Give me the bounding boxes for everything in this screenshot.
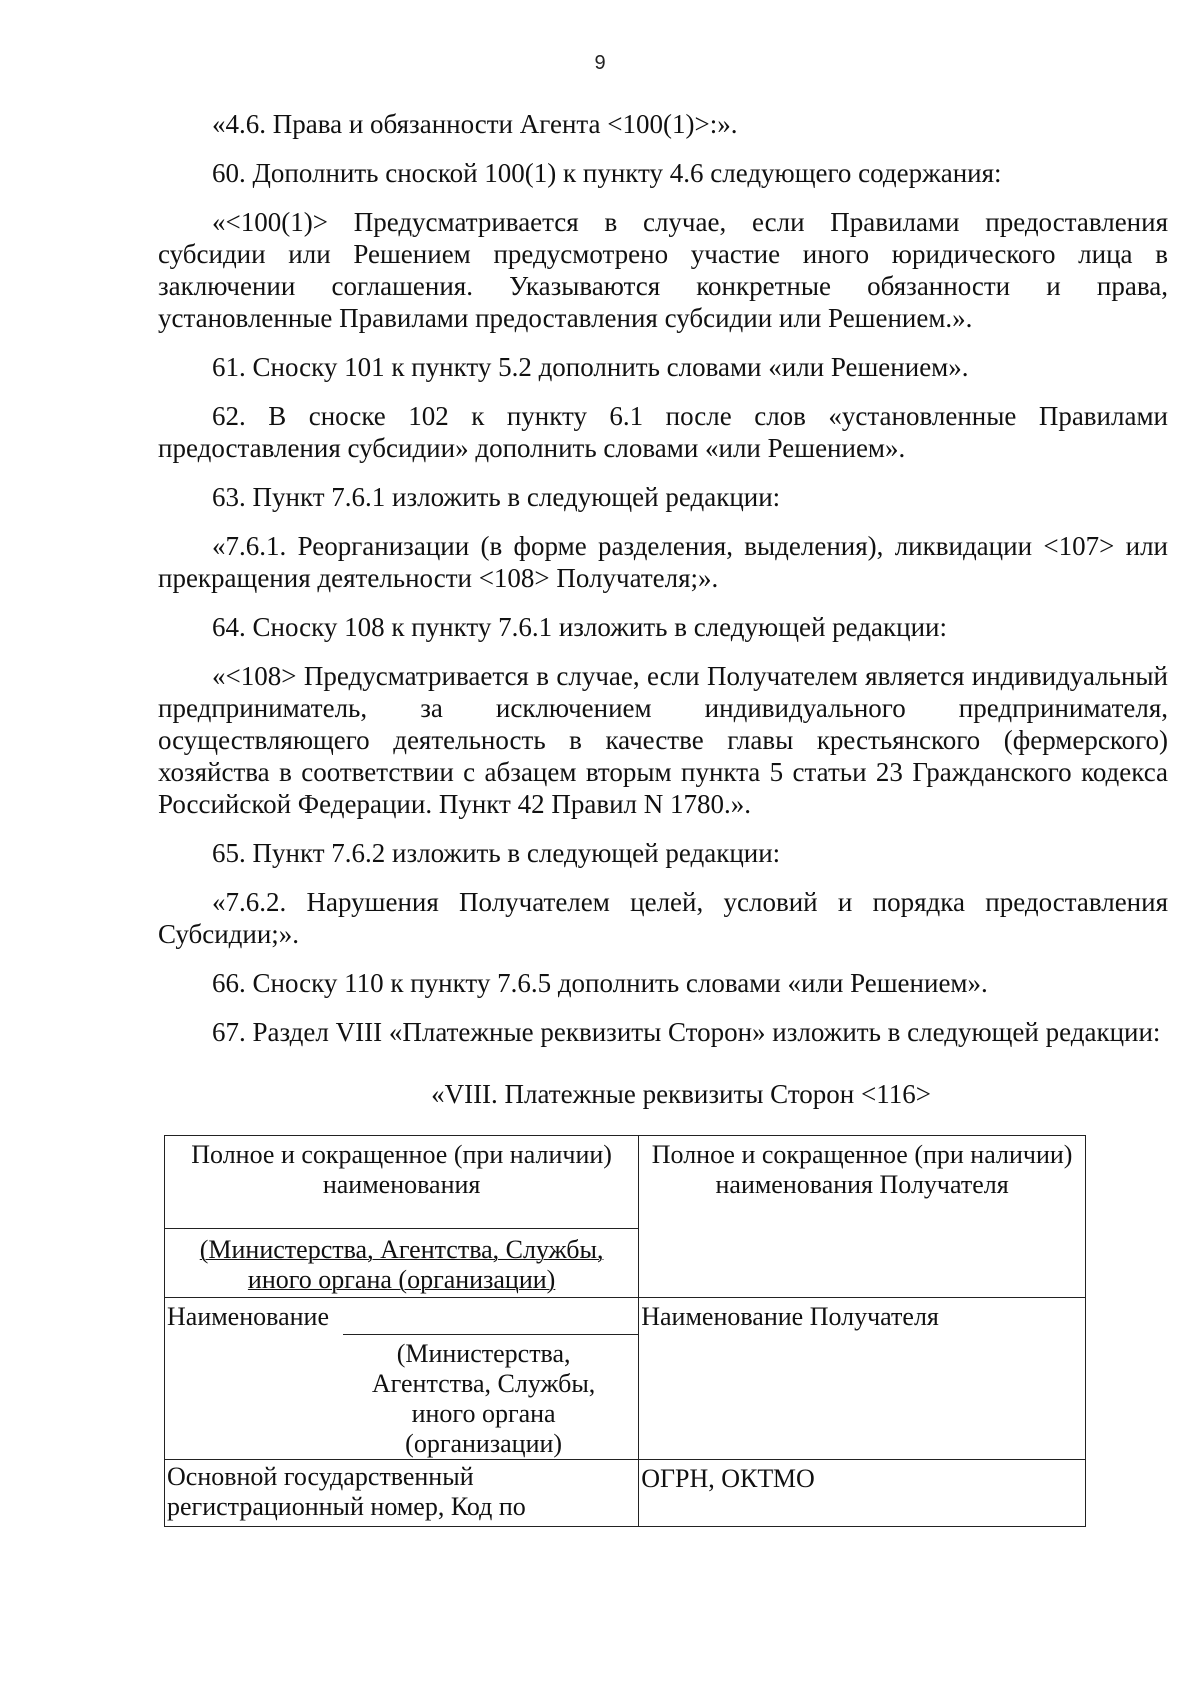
paragraph-62: 62. В сноске 102 к пункту 6.1 после слов «установленные Правилами предоставления субсидии» дополнить словами «или Решением». [158, 401, 1168, 463]
payment-details-table [164, 1135, 1086, 1527]
paragraph-7-6-2: «7.6.2. Нарушения Получателем целей, условий и порядка предоставления Субсидии;». [158, 887, 1168, 949]
table-cell [165, 1136, 639, 1298]
paragraph-63: 63. Пункт 7.6.1 изложить в следующей редакции: [212, 482, 781, 512]
paragraph-60: 60. Дополнить сноской 100(1) к пункту 4.6 следующего содержания: [212, 158, 1002, 188]
name-left-subtext: (Министерства, Агентства, Службы, иного органа (организации) [343, 1334, 638, 1459]
header-right-text: Полное и сокращенное (при наличии) наименования Получателя [651, 1140, 1073, 1199]
name-left-label: Наименование [167, 1302, 329, 1331]
table-cell [639, 1136, 1086, 1298]
table-cell [639, 1298, 1086, 1460]
paragraph-64: 64. Сноску 108 к пункту 7.6.1 изложить в следующей редакции: [212, 612, 947, 642]
paragraph-footnote-100-1: «<100(1)> Предусматривается в случае, если Правилами предоставления субсидии или Решением предусмотрено участие иного юридического лица в заключении соглашения. Указываются конкретные обязанности и права, установленные Правилами предоставления субсидии или Решением.». [158, 207, 1168, 333]
ogrn-left-label: Основной государственный регистрационный номер, Код по [167, 1462, 526, 1521]
table-cell [639, 1460, 1086, 1527]
ogrn-right-label: ОГРН, ОКТМО [641, 1464, 815, 1493]
paragraph-4-6: «4.6. Права и обязанности Агента <100(1)>:». [212, 109, 738, 139]
header-left-subtext [165, 1229, 638, 1297]
paragraph-7-6-1: «7.6.1. Реорганизации (в форме разделения, выделения), ликвидации <107> или прекращения деятельности <108> Получателя;». [158, 531, 1168, 593]
header-left-subtext-label: (Министерства, Агентства, Службы, иного органа (организации) [199, 1235, 604, 1294]
table-cell [165, 1460, 639, 1527]
page-number: 9 [594, 52, 606, 74]
table-cell [165, 1298, 639, 1460]
document-body [158, 108, 1168, 1527]
paragraph-footnote-108: «<108> Предусматривается в случае, если Получателем является индивидуальный предприниматель, за исключением индивидуального предпринимателя, осуществляющего деятельность в качестве главы крестьянского (фермерского) хозяйства в соответствии с абзацем вторым пункта 5 статьи 23 Гражданского кодекса Российской Федерации. Пункт 42 Правил N 1780.». [158, 661, 1168, 819]
table-row [165, 1136, 1086, 1298]
header-left-text: Полное и сокращенное (при наличии) наименования [165, 1136, 638, 1229]
table-row [165, 1460, 1086, 1527]
paragraph-67: 67. Раздел VIII «Платежные реквизиты Сторон» изложить в следующей редакции: [212, 1017, 1161, 1047]
paragraph-61: 61. Сноску 101 к пункту 5.2 дополнить словами «или Решением». [212, 352, 969, 382]
paragraph-65: 65. Пункт 7.6.2 изложить в следующей редакции: [212, 838, 781, 868]
section-title: «VIII. Платежные реквизиты Сторон <116> [431, 1079, 931, 1109]
paragraph-66: 66. Сноску 110 к пункту 7.6.5 дополнить словами «или Решением». [212, 968, 988, 998]
table-row [165, 1298, 1086, 1460]
name-right-label: Наименование Получателя [641, 1302, 939, 1331]
